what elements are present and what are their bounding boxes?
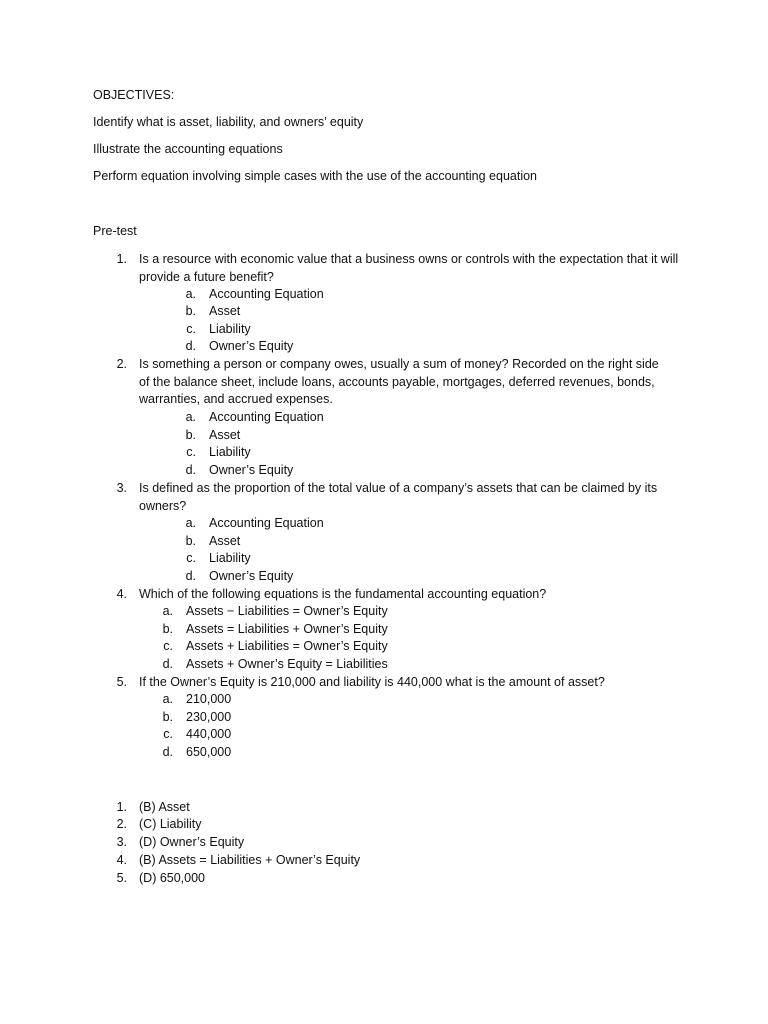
option-text: Owner’s Equity [209, 569, 294, 583]
option-letter: b. [162, 622, 173, 636]
option-letter: c. [163, 727, 173, 741]
option-letter: d. [162, 657, 173, 671]
answer-text: (B) Assets = Liabilities + Owner’s Equity [139, 853, 361, 867]
answer-number: 3. [116, 835, 127, 849]
option-text: Asset [209, 304, 241, 318]
option-letter: a. [162, 604, 173, 618]
option-letter: d. [185, 339, 196, 353]
question-number: 5. [116, 675, 127, 689]
option-text: 210,000 [186, 692, 232, 706]
pretest-heading: Pre-test [93, 224, 137, 238]
option-letter: d. [162, 745, 173, 759]
question-number: 1. [116, 252, 127, 266]
objective-item: Identify what is asset, liability, and owners’ equity [93, 115, 364, 129]
objectives-heading: OBJECTIVES: [93, 88, 175, 102]
objective-item: Perform equation involving simple cases with the use of the accounting equation [93, 169, 538, 183]
answer-text: (C) Liability [139, 817, 202, 831]
option-letter: c. [186, 445, 196, 459]
option-text: Accounting Equation [209, 410, 324, 424]
option-letter: c. [163, 639, 173, 653]
question-number: 3. [116, 481, 127, 495]
option-text: Assets = Liabilities + Owner’s Equity [186, 622, 388, 636]
question-number: 2. [116, 357, 127, 371]
option-text: Accounting Equation [209, 287, 324, 301]
option-text: 230,000 [186, 710, 232, 724]
question-text: Is something a person or company owes, usually a sum of money? Recorded on the right side of the balance sheet, include loans, accounts payable, mortgages, deferred revenues, bonds, warranties, and accrued expenses. [139, 357, 659, 407]
question-text: Is defined as the proportion of the total value of a company’s assets that can be claimed by its owners? [139, 481, 658, 513]
option-text: 440,000 [186, 727, 232, 741]
option-letter: a. [162, 692, 173, 706]
option-letter: c. [186, 551, 196, 565]
option-text: Assets + Liabilities = Owner’s Equity [186, 639, 388, 653]
option-letter: a. [185, 516, 196, 530]
option-text: Accounting Equation [209, 516, 324, 530]
option-text: Assets + Owner’s Equity = Liabilities [186, 657, 388, 671]
option-text: Owner’s Equity [209, 339, 294, 353]
option-text: Liability [209, 445, 251, 459]
answer-text: (B) Asset [139, 800, 190, 814]
option-letter: b. [185, 534, 196, 548]
option-text: Asset [209, 428, 241, 442]
answer-number: 4. [116, 853, 127, 867]
question-text: If the Owner’s Equity is 210,000 and liability is 440,000 what is the amount of asset? [139, 675, 605, 689]
answer-number: 2. [116, 817, 127, 831]
option-letter: b. [185, 304, 196, 318]
option-text: Owner’s Equity [209, 463, 294, 477]
option-text: Liability [209, 551, 251, 565]
option-letter: d. [185, 569, 196, 583]
option-letter: b. [185, 428, 196, 442]
question-text: Which of the following equations is the fundamental accounting equation? [139, 587, 547, 601]
option-text: Liability [209, 322, 251, 336]
option-letter: c. [186, 322, 196, 336]
option-letter: a. [185, 287, 196, 301]
objective-item: Illustrate the accounting equations [93, 142, 283, 156]
question-text: Is a resource with economic value that a business owns or controls with the expectation that it will provide a future benefit? [139, 252, 679, 284]
option-letter: a. [185, 410, 196, 424]
answer-text: (D) 650,000 [139, 871, 206, 885]
answer-number: 1. [116, 800, 127, 814]
option-letter: b. [162, 710, 173, 724]
option-text: 650,000 [186, 745, 232, 759]
answer-number: 5. [116, 871, 127, 885]
question-number: 4. [116, 587, 127, 601]
answer-text: (D) Owner’s Equity [139, 835, 245, 849]
option-letter: d. [185, 463, 196, 477]
option-text: Asset [209, 534, 241, 548]
option-text: Assets − Liabilities = Owner’s Equity [186, 604, 388, 618]
